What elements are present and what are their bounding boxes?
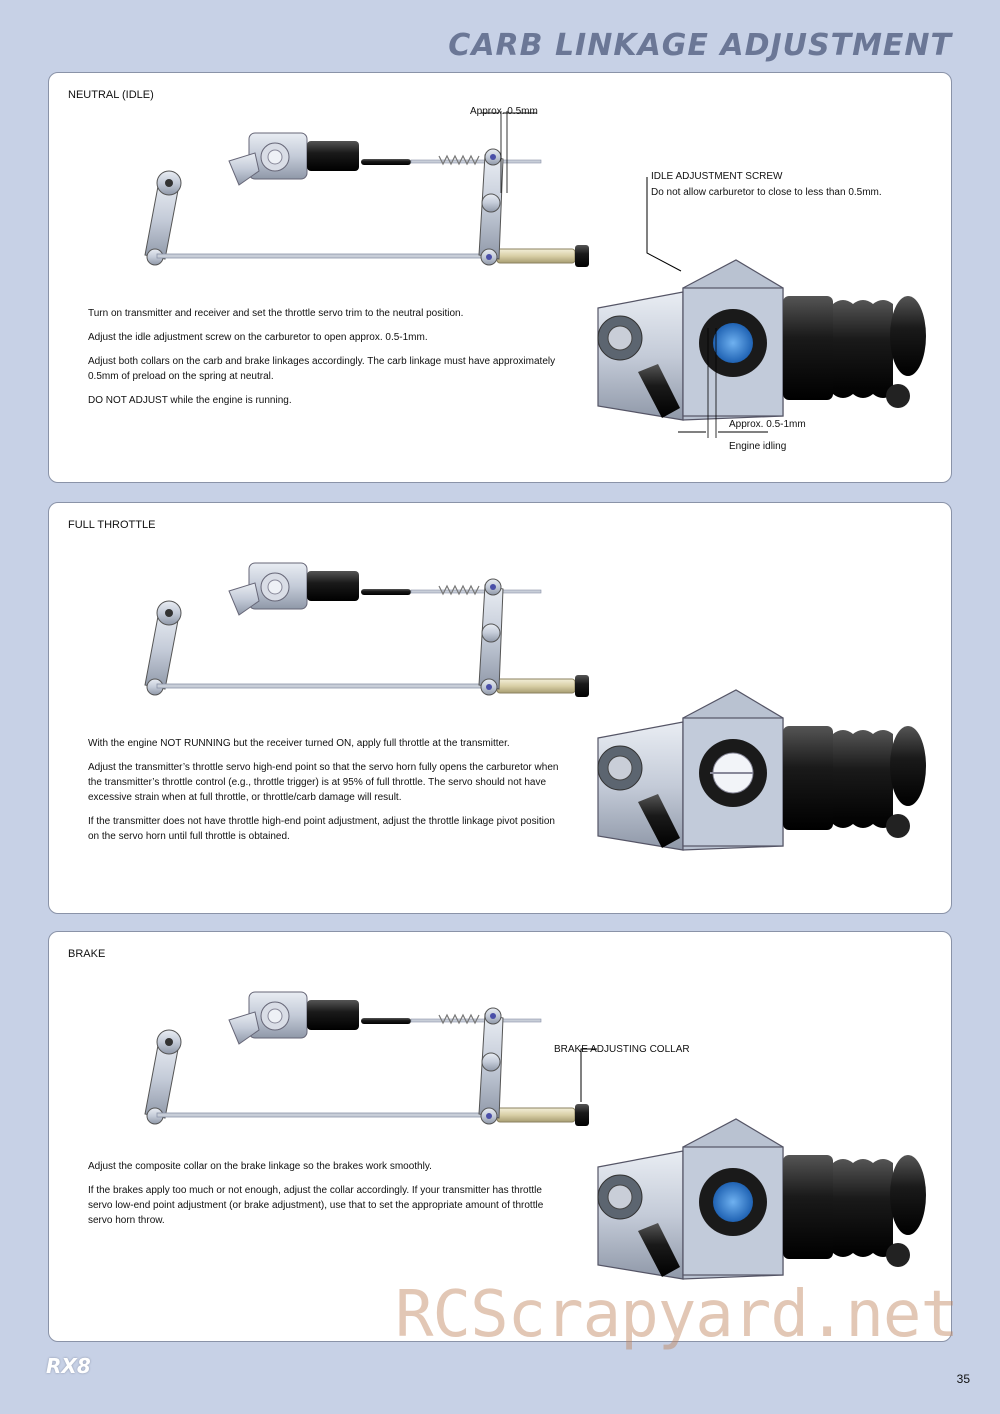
instruction-paragraph: Adjust the transmitter’s throttle servo high-end point so that the servo horn fully opens the carburetor when the transmitter’s throttle control (e.g., throttle trigger) is at 95% of full throttle. The servo should not have excessive strain when at full throttle, or throttle/carb damage will result.: [88, 762, 559, 803]
instruction-paragraph: DO NOT ADJUST while the engine is running.: [88, 395, 292, 406]
idle-screw-callout-text: Do not allow carburetor to close to less than 0.5mm.: [651, 187, 882, 198]
neutral-section-label: NEUTRAL (IDLE): [68, 89, 154, 101]
instruction-paragraph: If the brakes apply too much or not enough, adjust the collar accordingly. If your transmitter has throttle servo low-end point adjustment (or brake adjustment), use that to set the appropriate amount of throttle servo horn throw.: [88, 1185, 544, 1226]
approx-bottom-label: Approx. 0.5-1mm: [729, 419, 806, 430]
page-number: 35: [956, 1372, 970, 1386]
page-title: CARB LINKAGE ADJUSTMENT: [448, 28, 952, 63]
instruction-paragraph: With the engine NOT RUNNING but the receiver turned ON, apply full throttle at the transmitter.: [88, 738, 510, 749]
idle-screw-leader: [645, 177, 695, 277]
full-throttle-panel: [48, 502, 952, 914]
brake-collar-callout: BRAKE ADJUSTING COLLAR: [554, 1044, 690, 1055]
neutral-instructions: [88, 306, 566, 417]
neutral-idle-panel: [48, 72, 952, 483]
brake-instructions: [88, 1159, 566, 1237]
watermark: RCScrapyard.net: [395, 1278, 958, 1352]
instruction-paragraph: Adjust both collars on the carb and brake linkages accordingly. The carb linkage must have approximately 0.5mm of preload on the spring at neutral.: [88, 356, 556, 382]
full-throttle-instructions: [88, 736, 566, 853]
brake-section-label: BRAKE: [68, 948, 106, 960]
instruction-paragraph: Adjust the composite collar on the brake linkage so the brakes work smoothly.: [88, 1161, 432, 1172]
full-throttle-section-label: FULL THROTTLE: [68, 519, 156, 531]
approx-top-label: Approx. 0.5mm: [470, 106, 538, 117]
full-throttle-carb-closeup: [598, 698, 938, 888]
idle-screw-callout-title: IDLE ADJUSTMENT SCREW: [651, 171, 783, 182]
brand-logo: RX8: [46, 1354, 91, 1378]
engine-idling-label: Engine idling: [729, 441, 787, 452]
instruction-paragraph: Turn on transmitter and receiver and set the throttle servo trim to the neutral position.: [88, 308, 464, 319]
instruction-paragraph: Adjust the idle adjustment screw on the carburetor to open approx. 0.5-1mm.: [88, 332, 428, 343]
instruction-paragraph: If the transmitter does not have throttle high-end point adjustment, adjust the throttle linkage pivot position on the servo horn until full throttle is obtained.: [88, 816, 555, 842]
